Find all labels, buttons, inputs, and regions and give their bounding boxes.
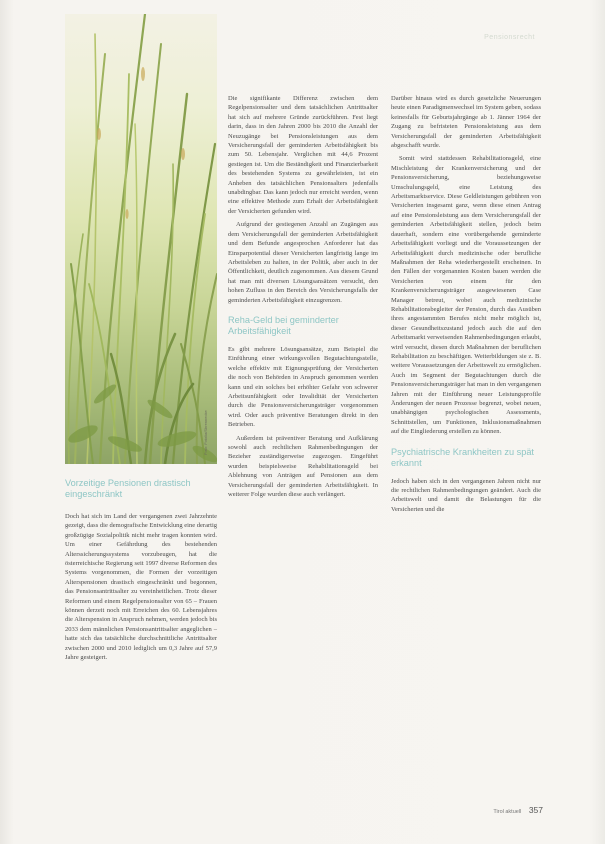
page-number: 357	[528, 805, 543, 815]
paragraph: Doch hat sich im Land der vergangenen zwei Jahrzehnte gezeigt, dass die demografische Entwicklung eine derartig großzügige Sozialpolitik nicht mehr tragen konnten wird. Um einer Gefährdung des bestehenden Alterssicherungssystems vorzubeugen, hat die österreichische Regierung seit 1997 diverse Reformen des Systems vorgenommen, die Formen der vorzeitigen Alterspensionen drastisch eingeschränkt und begonnen, das Pensionsantrittsalter zu vereinheitlichen. Trotz dieser Reformen und einem Regelpensionsalter von 65 – Frauen können derzeit noch mit Erreichen des 60. Lebensjahres die Alterspension in Anspruch nehmen, werden jedoch bis 2033 dem männlichen Pensionsantrittsalter angeglichen – hatte sich das tatsächliche durchschnittliche Antrittsalter zwischen 2000 und 2010 lediglich um 0,3 Jahre auf 57,9 Jahre gesteigert.	[65, 513, 217, 662]
paragraph: Darüber hinaus wird es durch gesetzliche Neuerungen heute einen Paradigmenwechsel im System geben, sodass keinesfalls für Geburtsjahrgänge ab 1. Jänner 1964 der Zugang zu befristeten Pensionsleistung aus dem Versicherungsfall der geminderten Arbeitsfähigkeit abgeschafft wurde.	[391, 95, 542, 150]
page-footer	[493, 805, 543, 815]
column-2	[228, 94, 378, 503]
paragraph: Aufgrund der gestiegenen Anzahl an Zugängen aus dem Versicherungsfall der geminderten Arbeitsfähigkeit und dem Befunde angesprochen Anforderer hat das Einsparpotential dieser Versicherten langfristig lange im Arbeitsleben zu halten, in der Politik, aber auch in der Öffentlichkeit, deutlich zugenommen. Aus diesem Grund hat man mit diversen Lösungsansätzen versucht, den hohen Zufluss in den Bereich des Versicherungsfalls der geminderten Arbeitsfähigkeit einzugrenzen.	[228, 221, 378, 304]
paragraph: Die signifikante Differenz zwischen dem Regelpensionsalter und dem tatsächlichen Antrittsalter hat sich auf mehrere Gründe zurückführen. Fest liegt darin, dass in den Jahren 2000 bis 2010 die Anzahl der Neuzugänge bei Pensionsleistungen aus dem Versicherungsfall der geminderten Arbeitsfähigkeit bis zum 50. Lebensjahr. Verglichen mit 44,6 Prozent gestiegen ist. Um die Beständigkeit und Finanzierbarkeit des bestehenden Systems zu gewährleisten, ist ein Anheben des tatsächlichen Pensionsalters jedenfalls unabdingbar. Das kann jedoch nur erreicht werden, wenn eine effektive Methode zum Erhalt der Arbeitsfähigkeit der Versicherten gefunden wird.	[228, 95, 378, 215]
paragraph: Somit wird stattdessen Rehabilitationsgeld, eine Mischleistung der Krankenversicherung und der Pensionsversicherung, beziehungsweise Umschulungsgeld, eine Leistung des Arbeitsmarktservice. Diese Geldleistungen gebühren von Versicherten insgesamt ganz, wenn diese einen Antrag auf eine Pensionsleistung aus dem Versicherungsfall der geminderten Arbeitsfähigkeit stellen, jedoch beim dauerhaft, sondern eine vorübergehende geminderte Arbeitsfähigkeit vorliegt und die Voraussetzungen der Arbeitsfähigkeit durch medizinische oder berufliche Maßnahmen der Reha wiederhergestellt erscheinen. In den Fällen der vorgenannten Kosten bauen werden die Versicherten von einem für den Krankenversicherungsträger ausgewiesenen Case Manager betreut, wobei auch medizinische Rehabilitationsbegleiter der Pension, durch das Ausüben ihres angestammten Berufes nicht mehr möglich ist, dieser Gesundheitszustand jedoch auch die auf den Arbeitsmarkt verweisenden Rahmenbedingungen erlaubt, wird versucht, diesen durch Maßnahmen der beruflichen Rehabilitation zu beschäftigen. Weiterbildungen sie z. B. weitere Voraussetzungen der Arbeitswelt zu ermöglichen. Auch im Segment der Begutachtungen durch die Pensionsversicherungsträger hat man in den vergangenen Jahren mit der Einführung neuer Leistungsprofile Änderungen der neuen Prozesse begrenzt, wobei neuen, unabhängigen psychologischen Assessments, Schnittstellen, um Funktionen, Inklusionsmaßnahmen auf die Eingliederung erstellen zu können.	[391, 155, 541, 436]
grass-photo	[65, 14, 217, 464]
photo-credit: Foto: Fotolia/Sbrennecke	[203, 410, 208, 455]
section-tag: Pensionsrecht	[484, 34, 535, 41]
heading-psychiatrische-krankheiten: Psychiatrische Krankheiten zu spät erkannt	[391, 446, 534, 468]
paragraph: Es gibt mehrere Lösungsansätze, zum Beispiel die Einführung einer wirkungsvollen Begutachtungsstelle, welche effektiv mit Eignungsprüfung der Versicherten die noch von Behörden in Anspruch genommen werden kann und ein solches bei erhöhter Gefahr von schwerer Arbeitsunfähigkeit oder Invalidität der Versicherten durch die Pensionsversicherungsträger vorgenommen wird. Oder auch präventive Beratungen direkt in den Betrieben.	[228, 345, 378, 429]
column-3	[391, 94, 541, 518]
heading-reha-geld: Reha-Geld bei geminderter Arbeitsfähigkeit	[228, 314, 339, 336]
heading-vorzeitige-pensionen: Vorzeitige Pensionen drastisch eingeschränkt	[65, 478, 191, 499]
paragraph: Jedoch haben sich in den vergangenen Jahren nicht nur die rechtlichen Rahmenbedingungen geändert. Auch die Arbeitswelt und damit die Belastungen für die Versicherten und die	[391, 477, 541, 513]
footer-source: Tirol aktuell	[493, 809, 522, 815]
paragraph: Außerdem ist präventiver Beratung und Aufklärung sowohl auch rechtlichen Rahmenbedingungen der Bezieher zuständigerweise zugezogen. Eingeführt wurden beispielsweise Rehabilitationsgeld bei Ablehnung von Anträgen auf Pensionen aus dem Versicherungsfall der geminderten Arbeitsfähigkeit. In weiterer Folge wurden diese auch verlängert.	[228, 434, 378, 499]
column-1	[65, 512, 217, 667]
